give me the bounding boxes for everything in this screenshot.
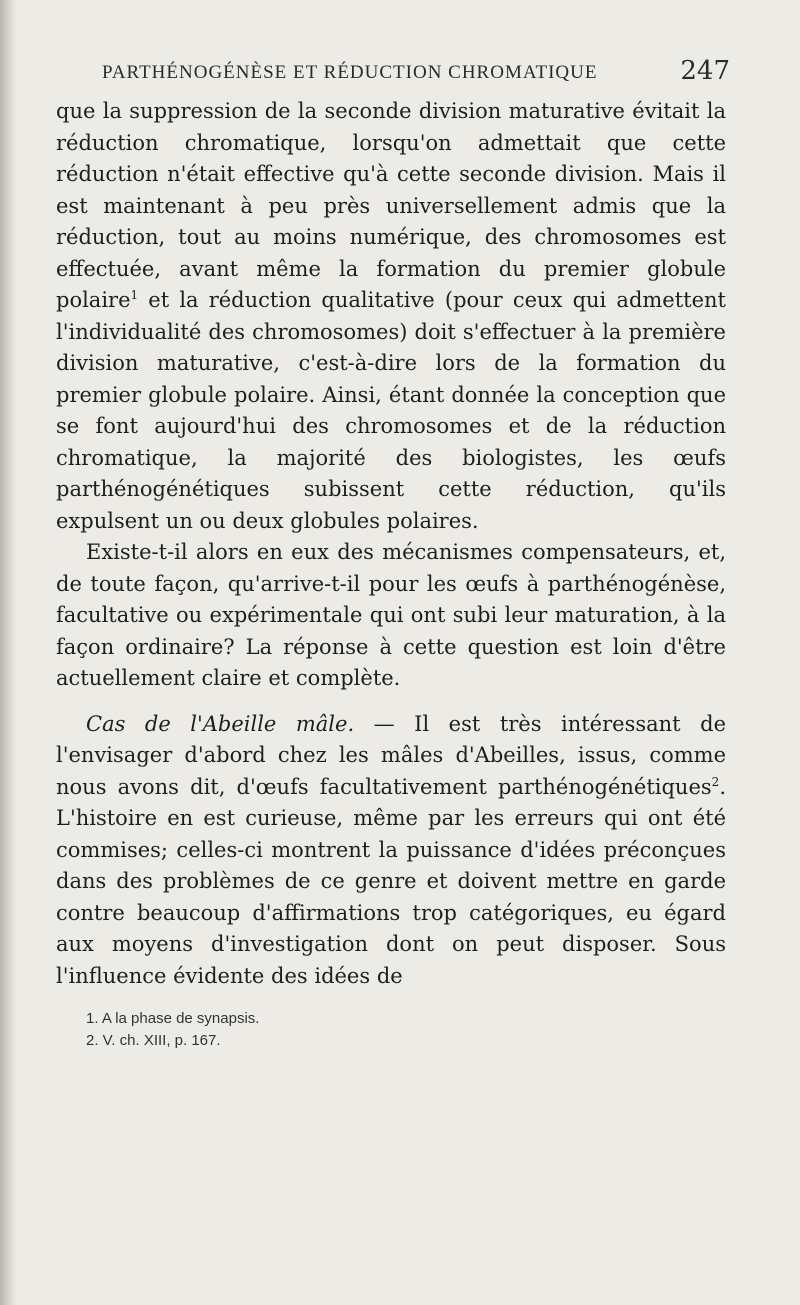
paragraph-3-part-b: . L'histoire en est curieuse, même par les erreurs qui ont été commises; celles-ci montrent la puissance d'idées préconçues dans des problèmes de ce genre et doivent mettre en garde contre beaucoup d'affirmations trop catégoriques, eu égard aux moyens d'investigation dont on peut disposer. Sous l'influence évidente des idées de <box>56 774 726 988</box>
section-gap <box>56 695 726 709</box>
footnote-ref-2: 2 <box>711 774 720 789</box>
footnotes <box>56 1008 736 1052</box>
running-title: PARTHÉNOGÉNÈSE ET RÉDUCTION CHROMATIQUE <box>102 62 598 83</box>
paragraph-1-part-b: et la réduction qualitative (pour ceux qui admettent l'individualité des chromosomes) doit s'effectuer à la première division maturative, c'est-à-dire lors de la formation du premier globule polaire. Ainsi, étant donnée la conception que se font aujourd'hui des chromosomes et de la réduction chromatique, la majorité des biologistes, les œufs parthénogénétiques subissent cette réduction, qu'ils expulsent un ou deux globules polaires. <box>56 288 726 533</box>
book-page <box>56 56 736 1052</box>
running-header <box>56 56 736 96</box>
body-text <box>56 96 736 992</box>
footnote-1: 1. A la phase de synapsis. <box>86 1010 260 1027</box>
paragraph-3 <box>56 709 726 993</box>
paragraph-3-part-a: — Il est très intéressant de l'envisager d'abord chez les mâles d'Abeilles, issus, comme nous avons dit, d'œufs facultativement parthénogénétiques <box>56 711 726 799</box>
footnote-ref-1: 1 <box>130 288 139 302</box>
section-title: Cas de l'Abeille mâle. <box>86 711 355 736</box>
paragraph-1-part-a: que la suppression de la seconde division maturative évitait la réduction chromatique, lorsqu'on admettait que cette réduction n'était effective qu'à cette seconde division. Mais il est maintenant à peu près universellement admis que la réduction, tout au moins numérique, des chromosomes est effectuée, avant même la formation du premier globule polaire <box>56 99 726 312</box>
page-edge-shadow <box>0 0 16 1305</box>
paragraph-2: Existe-t-il alors en eux des mécanismes compensateurs, et, de toute façon, qu'arrive-t-il pour les œufs à parthénogénèse, facultative ou expérimentale qui ont subi leur maturation, à la façon ordinaire? La réponse à cette question est loin d'être actuellement claire et complète. <box>56 540 726 690</box>
footnote-2: 2. V. ch. XIII, p. 167. <box>86 1032 221 1049</box>
paragraph-1 <box>56 96 726 537</box>
page-number: 247 <box>680 56 730 86</box>
